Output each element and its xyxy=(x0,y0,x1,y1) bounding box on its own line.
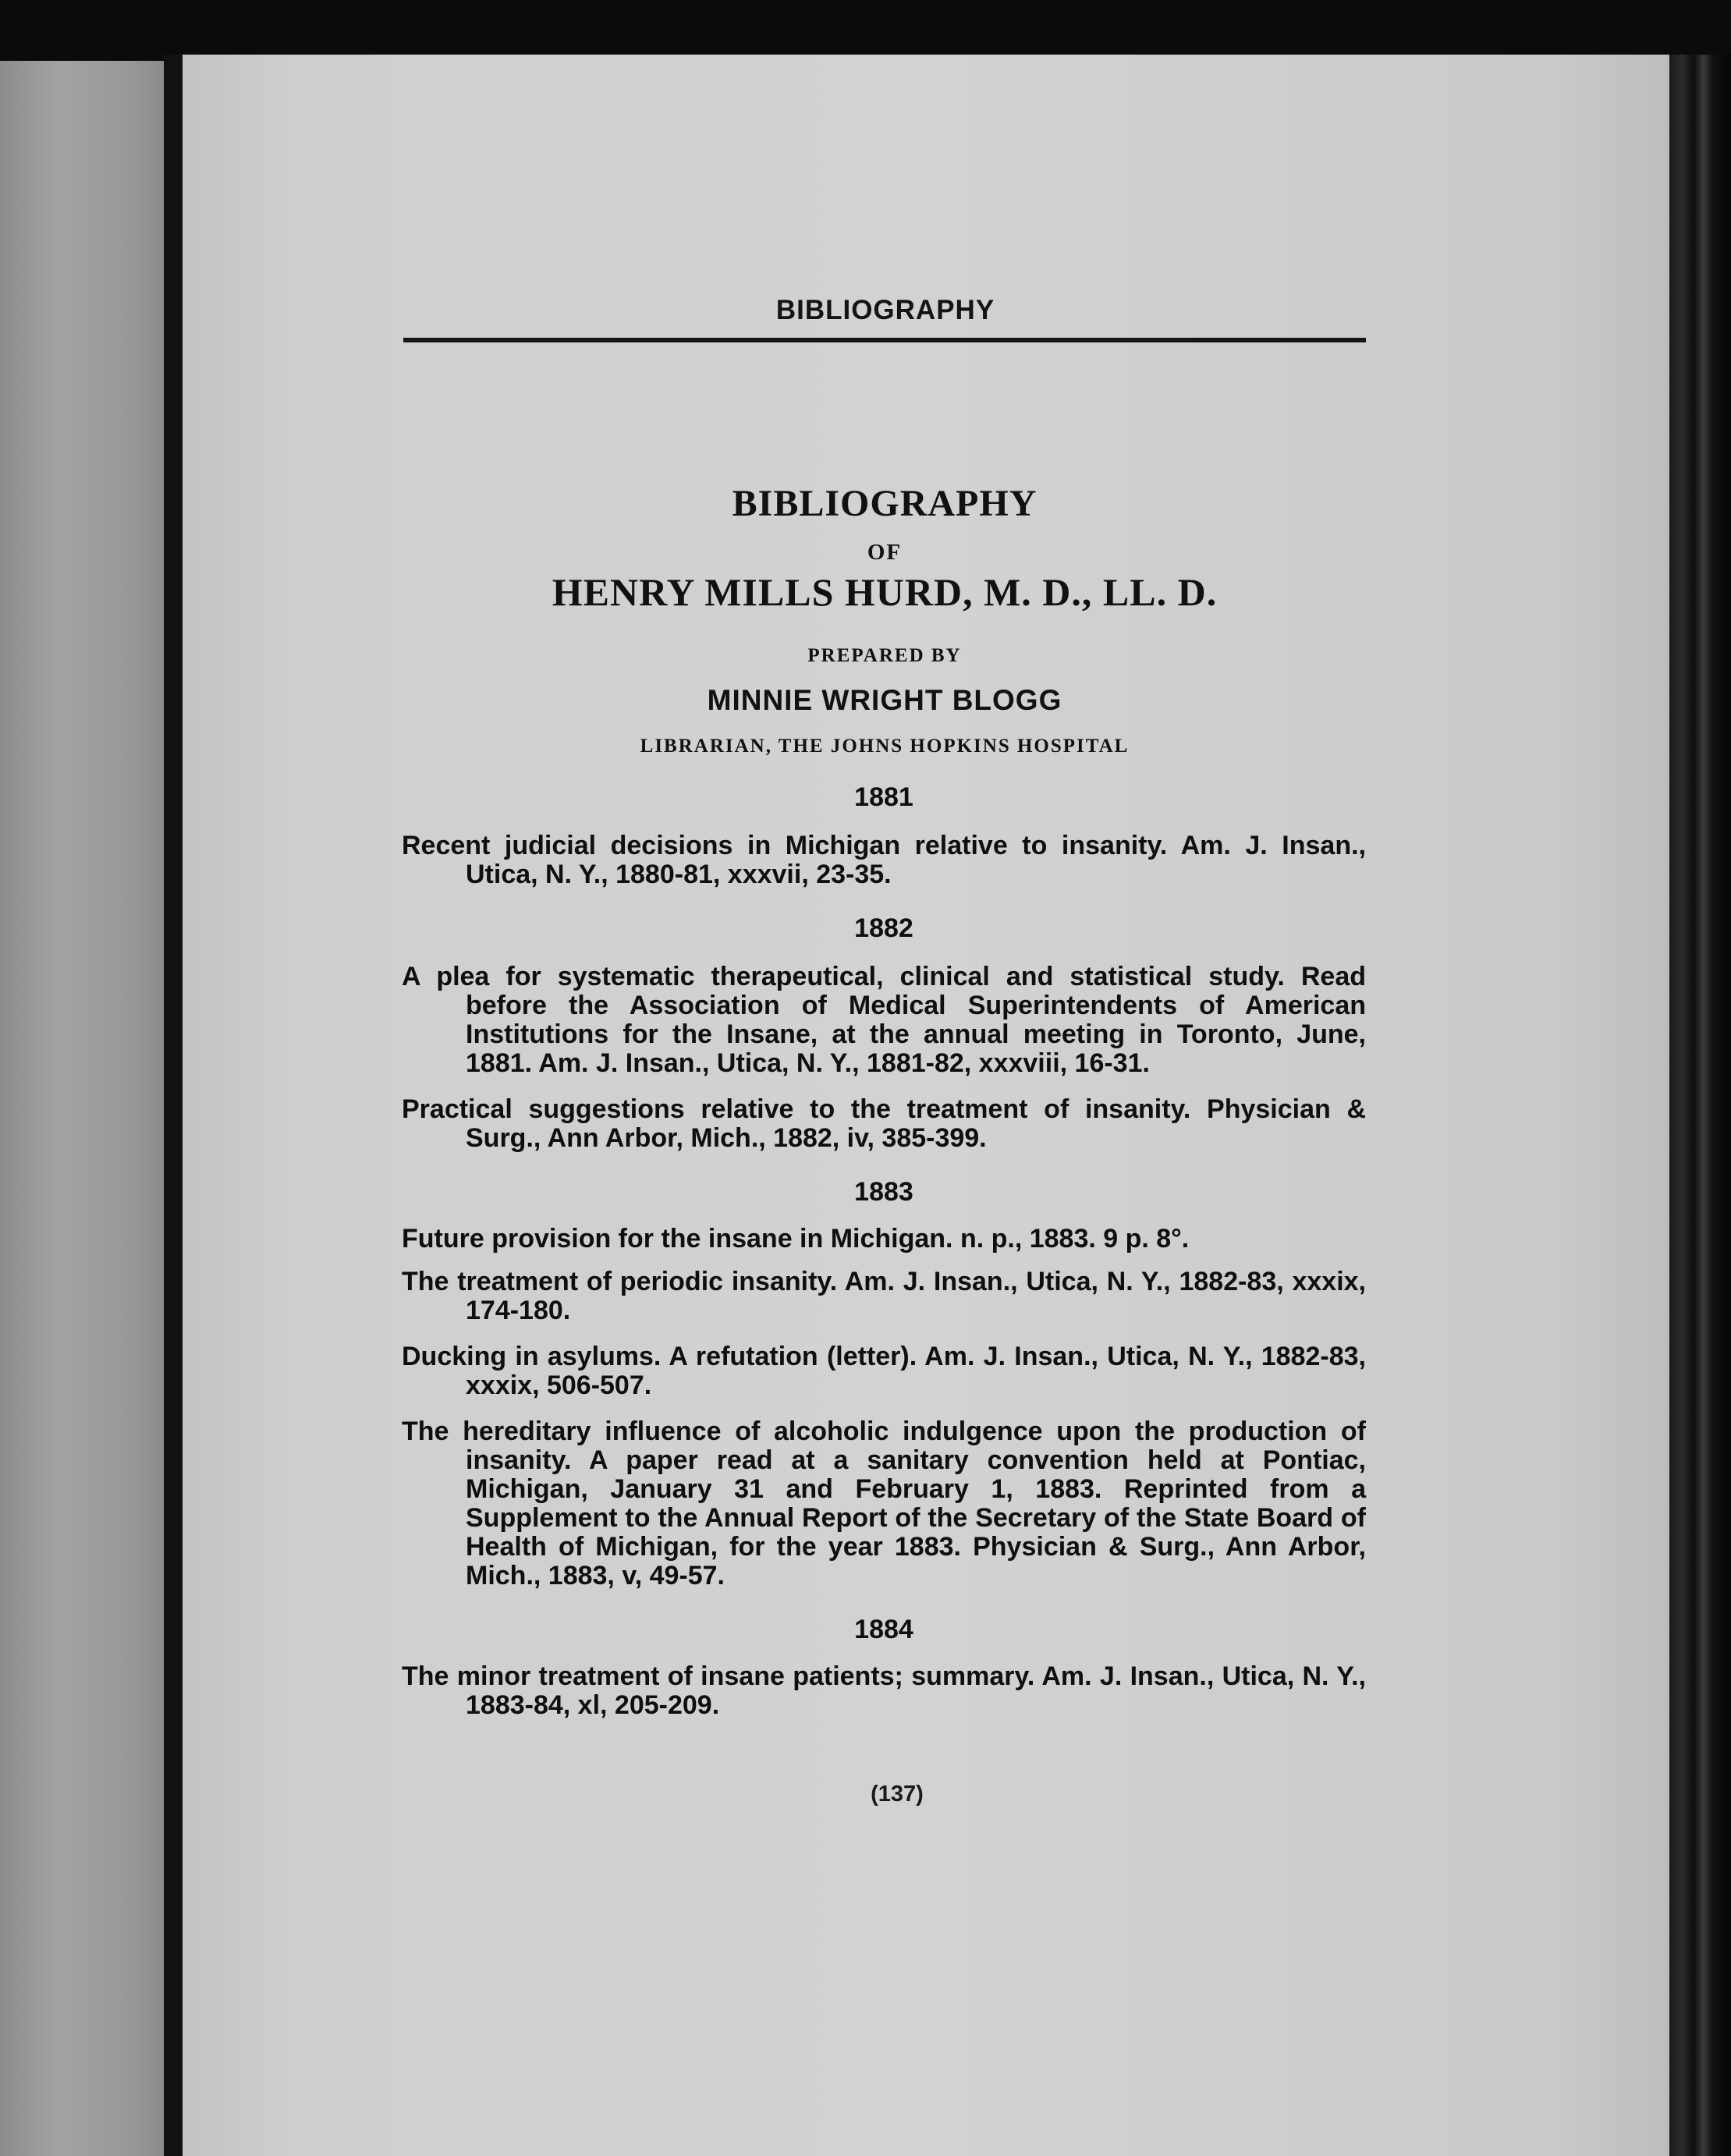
title-of: OF xyxy=(867,540,903,565)
year-heading: 1883 xyxy=(854,1177,913,1207)
year-heading: 1884 xyxy=(854,1615,913,1644)
header-rule xyxy=(403,338,1366,342)
year-heading: 1881 xyxy=(854,782,913,812)
running-head: BIBLIOGRAPHY xyxy=(775,295,995,325)
bibliography-entry: A plea for systematic therapeutical, clinical and statistical study. Read before the Association of Medical Superintendents of American Institutions for the Insane, at the annual meeting in Toronto, June, 1881. Am. J. Insan., Utica, N. Y., 1881-82, xxxviii, 16-31. xyxy=(402,962,1366,1078)
year-heading: 1882 xyxy=(854,913,913,943)
right-page-edge xyxy=(1669,55,1731,2156)
facing-page-edge xyxy=(0,61,170,2156)
title-bibliography: BIBLIOGRAPHY xyxy=(732,483,1038,524)
prepared-by-label: PREPARED BY xyxy=(807,645,962,666)
bibliography-entry: The hereditary influence of alcoholic indulgence upon the production of insanity. A paper read at a sanitary convention held at Pontiac, Michigan, January 31 and February 1, 1883. Reprinted from a Supplement to the Annual Report of the Secretary of the State Board of Health of Michigan, for the year 1883. Physician & Surg., Ann Arbor, Mich., 1883, v, 49-57. xyxy=(402,1417,1366,1590)
bibliography-entries xyxy=(402,782,1366,1720)
page-number: (137) xyxy=(871,1782,924,1807)
bibliography-entry: Future provision for the insane in Michigan. n. p., 1883. 9 p. 8°. xyxy=(402,1224,1190,1254)
gutter-shadow xyxy=(164,55,183,2156)
bibliography-entry: The minor treatment of insane patients; summary. Am. J. Insan., Utica, N. Y., 1883-84, xl, 205-209. xyxy=(402,1661,1366,1720)
bibliography-entry: Ducking in asylums. A refutation (letter). Am. J. Insan., Utica, N. Y., 1882-83, xxxix, 506-507. xyxy=(402,1342,1366,1400)
title-subject-name: HENRY MILLS HURD, M. D., LL. D. xyxy=(552,570,1218,614)
author-name: MINNIE WRIGHT BLOGG xyxy=(707,684,1062,716)
bibliography-entry: Recent judicial decisions in Michigan relative to insanity. Am. J. Insan., Utica, N. Y., 1880-81, xxxvii, 23-35. xyxy=(402,831,1366,889)
bibliography-entry: The treatment of periodic insanity. Am. J. Insan., Utica, N. Y., 1882-83, xxxix, 174-180. xyxy=(402,1267,1366,1325)
bibliography-entry: Practical suggestions relative to the treatment of insanity. Physician & Surg., Ann Arbor, Mich., 1882, iv, 385-399. xyxy=(402,1094,1366,1153)
author-affiliation: LIBRARIAN, THE JOHNS HOPKINS HOSPITAL xyxy=(640,736,1130,757)
